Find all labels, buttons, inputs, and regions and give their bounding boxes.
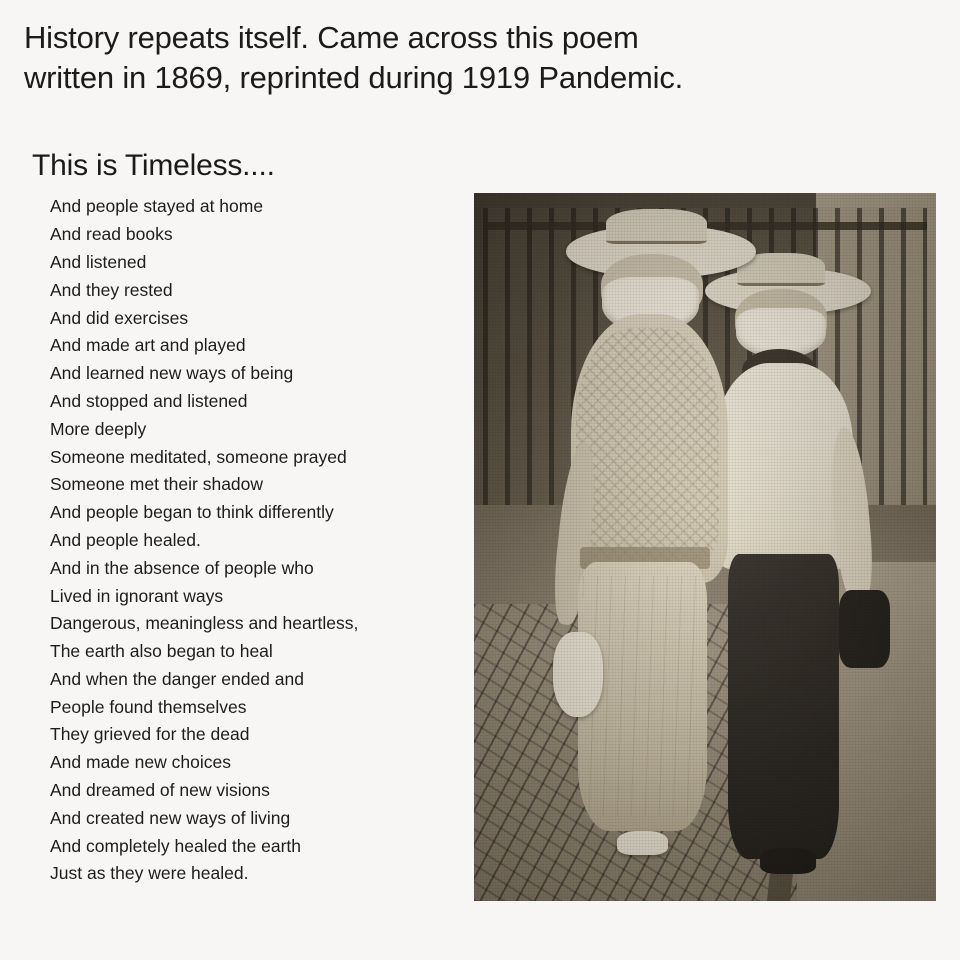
poem-line: And made art and played <box>50 335 246 356</box>
poem-line: And people began to think differently <box>50 502 334 523</box>
poem-line: And did exercises <box>50 307 189 328</box>
photo-woman-left-lace-pattern <box>576 328 719 562</box>
poem-line: More deeply <box>50 418 147 439</box>
photo-woman-left-shoe <box>617 831 668 855</box>
headline-line: History repeats itself. Came across this poem <box>24 20 639 55</box>
photo-canvas <box>474 193 936 901</box>
poem-line: And people healed. <box>50 529 201 550</box>
photo-woman-right-handbag <box>839 590 890 668</box>
historical-photo <box>474 193 936 901</box>
photo-woman-left-hat-crown <box>606 209 708 245</box>
poem-line: And created new ways of living <box>50 807 291 828</box>
poem-line: And in the absence of people who <box>50 557 314 578</box>
poem-line: People found themselves <box>50 696 247 717</box>
headline-line: written in 1869, reprinted during 1919 Pandemic. <box>24 59 684 95</box>
photo-woman-left-purse <box>553 632 604 717</box>
poem-line: Someone meditated, someone prayed <box>50 446 347 467</box>
photo-woman-right-skirt <box>728 554 839 858</box>
poem-line: Lived in ignorant ways <box>50 585 224 606</box>
photo-woman-right-shoe <box>760 848 815 873</box>
poem-line: And read books <box>50 224 173 245</box>
poem-line: And people stayed at home <box>50 196 264 217</box>
poem-line: Dangerous, meaningless and heartless, <box>50 613 359 634</box>
poem-line: The earth also began to heal <box>50 641 273 662</box>
poem-line: They grieved for the dead <box>50 724 250 745</box>
poem-line: And when the danger ended and <box>50 668 304 689</box>
subheading: This is Timeless.... <box>32 149 275 183</box>
poem-line: And listened <box>50 251 147 272</box>
poem-line: Just as they were healed. <box>50 863 249 884</box>
poem-line: Someone met their shadow <box>50 474 264 495</box>
poem-line: And completely healed the earth <box>50 835 301 856</box>
poem-text <box>24 193 448 888</box>
poem-line: And dreamed of new visions <box>50 780 270 801</box>
page-title <box>24 18 936 97</box>
photo-woman-left-skirt-folds <box>583 576 703 817</box>
poem-line: And learned new ways of being <box>50 363 294 384</box>
poem-line: And stopped and listened <box>50 390 248 411</box>
content-row <box>24 191 936 901</box>
poem-line: And they rested <box>50 279 173 300</box>
poem-line: And made new choices <box>50 752 231 773</box>
